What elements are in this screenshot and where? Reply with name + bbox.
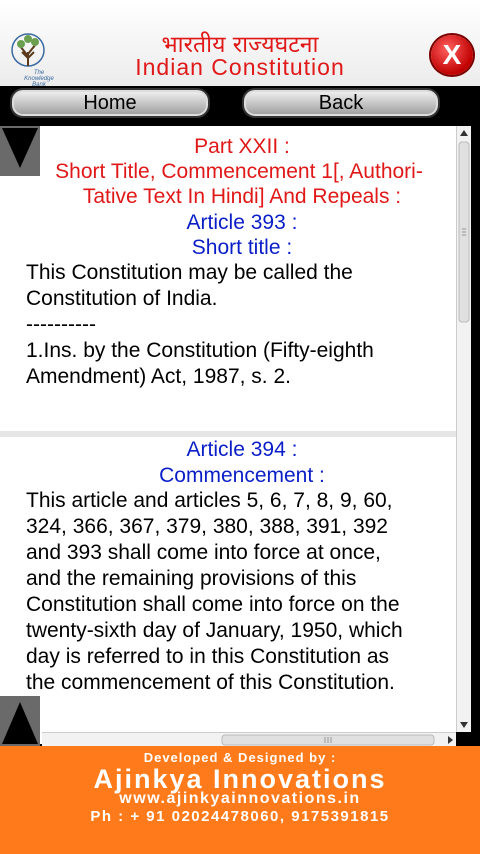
- footnote-line1: 1.Ins. by the Constitution (Fifty-eighth: [26, 339, 374, 362]
- article-394-title: Commencement :: [159, 464, 325, 487]
- close-icon: X: [442, 39, 462, 70]
- article-394-body-line: day is referred to in this Constitution as: [26, 645, 390, 668]
- logo-text: The Knowledge Bank: [24, 70, 54, 88]
- horizontal-scrollbar[interactable]: [42, 732, 456, 747]
- article-394-body-line: and the remaining provisions of this: [26, 567, 357, 590]
- article-394-body-line: and 393 shall come into force at once,: [26, 541, 381, 564]
- article-394-body-line: twenty-sixth day of January, 1950, which: [26, 619, 403, 642]
- scroll-down-button[interactable]: [0, 126, 40, 176]
- back-button[interactable]: Back: [242, 88, 440, 118]
- developer-footer: [0, 746, 480, 854]
- scroll-up-button[interactable]: [0, 696, 40, 746]
- footnote-line2: Amendment) Act, 1987, s. 2.: [26, 365, 291, 388]
- app-header: [0, 0, 480, 86]
- part-title-line2: Tative Text In Hindi] And Repeals :: [82, 185, 402, 208]
- company-name: Ajinkya Innovations: [93, 764, 387, 794]
- close-button[interactable]: [431, 35, 473, 75]
- developed-by-label: Developed & Designed by :: [143, 750, 337, 765]
- vertical-scrollbar[interactable]: [456, 126, 471, 732]
- article-394-body-line: This article and articles 5, 6, 7, 8, 9, 60,: [26, 489, 393, 512]
- part-heading: Part XXII :: [194, 135, 290, 158]
- article-394-heading: Article 394 :: [186, 438, 298, 461]
- article-394-body-line: the commencement of this Constitution.: [26, 671, 395, 694]
- part-title-line1: Short Title, Commencement 1[, Authori-: [55, 160, 423, 183]
- arrow-up-icon: [0, 696, 40, 746]
- app-title-hindi: भारतीय राज्यघटना: [161, 32, 319, 58]
- article-393-body-line2: Constitution of India.: [26, 287, 218, 310]
- article-394-body-line: 324, 366, 367, 379, 380, 388, 391, 392: [26, 515, 388, 538]
- content-area[interactable]: [0, 126, 456, 744]
- article-393-body-line1: This Constitution may be called the: [26, 261, 353, 284]
- arrow-down-icon: [0, 126, 40, 176]
- company-website: www.ajinkyainnovations.in: [119, 790, 361, 807]
- company-phone: Ph : + 91 02024478060, 9175391815: [90, 808, 390, 825]
- divider-text: ----------: [26, 313, 96, 336]
- article-393-heading: Article 393 :: [186, 211, 298, 234]
- article-394-body-line: Constitution shall come into force on the: [26, 593, 400, 616]
- article-393-title: Short title :: [191, 236, 293, 259]
- app-title-english: Indian Constitution: [135, 54, 345, 80]
- home-button[interactable]: Home: [10, 88, 210, 118]
